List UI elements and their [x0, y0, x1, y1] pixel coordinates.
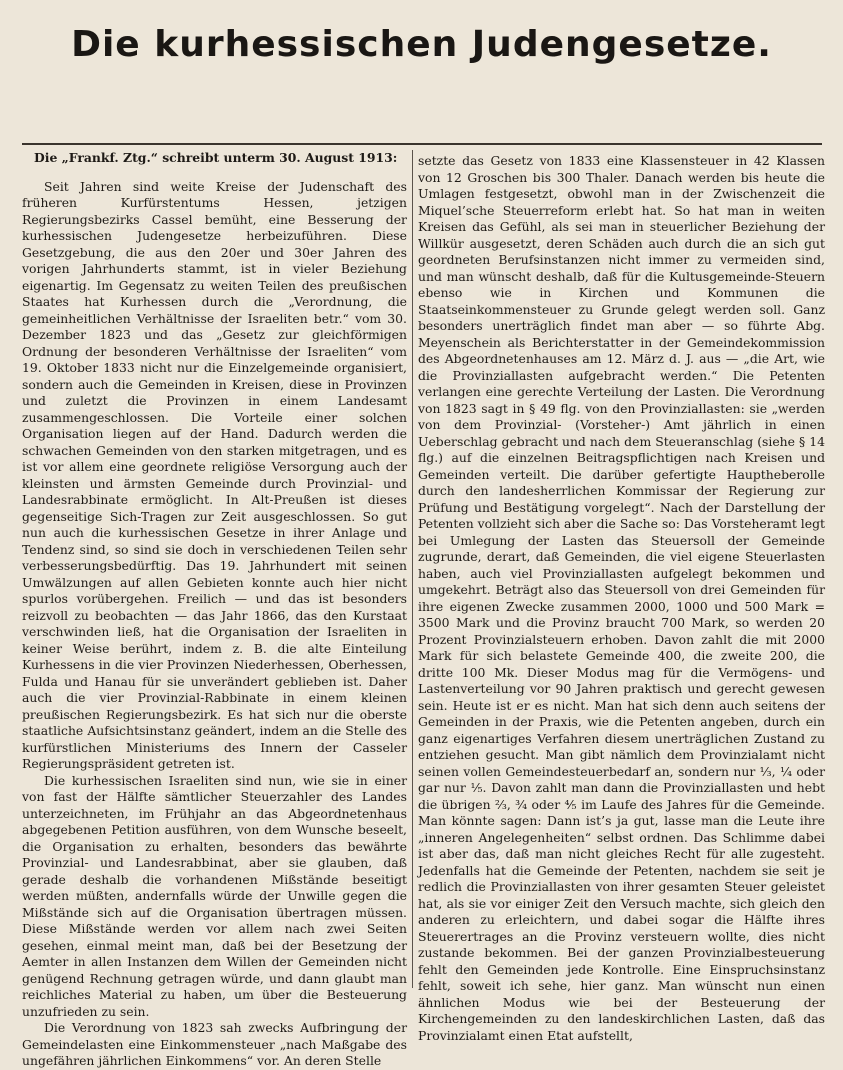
paragraph: Seit Jahren sind weite Kreise der Judenschaft des früheren Kurfürstentums Hessen, jetzigen Regierungsbezirks Cassel bemüht, eine Besserung der kurhessischen Judengesetze herbeizuführen. Diese Gesetzgebung, die aus den 20er und 30er Jahren des vorigen Jahrhunderts stammt, ist in vieler Beziehung eigenartig. Im Gegensatz zu weiten Teilen des preußischen Staates hat Kurhessen durch die „Verordnung, die gemeinheitlichen Verhältnisse der Israeliten betr.“ vom 30. Dezember 1823 und das „Gesetz zur gleichförmigen Ordnung der besonderen Verhältnisse der Israeliten“ vom 19. Oktober 1833 nicht nur die Einzelgemeinde organisiert, sondern auch die Gemeinden in Kreisen, diese in Provinzen und zuletzt die Provinzen in einem Landesamt zusammengeschlossen. Die Vorteile einer solchen Organisation liegen auf der Hand. Dadurch werden die schwachen Gemeinden von den starken mitgetragen, und es ist vor allem eine geordnete religiöse Versorgung auch der kleinsten und ärmsten Gemeinde durch Provinzial- und Landesrabbinate ermöglicht. In Alt-Preußen ist dieses gegenseitige Sich-Tragen zur Zeit ausgeschlossen. So gut nun auch die kurhessischen Gesetze in ihrer Anlage und Tendenz sind, so sind sie doch in verschiedenen Teilen sehr verbesserungsbedürftig. Das 19. Jahrhundert mit seinen Umwälzungen auf allen Gebieten konnte auch hier nicht spurlos vorübergehen. Freilich — und das ist besonders reizvoll zu beobachten — das Jahr 1866, das den Kurstaat verschwinden ließ, hat die Organisation der Israeliten in keiner Weise berührt, indem z. B. die alte Einteilung Kurhessens in die vier Provinzen Niederhessen, Oberhessen, Fulda und Hanau für sie unverändert geblieben ist. Daher auch die vier Provinzial-Rabbinate in einem kleinen preußischen Regierungsbezirk. Es hat sich nur die oberste staatliche Aufsichtsinstanz geändert, indem an die Stelle des kurfürstlichen Ministeriums des Innern der Casseler Regierungspräsident getreten ist.	[22, 178, 407, 771]
paragraph: Die kurhessischen Israeliten sind nun, wie sie in einer von fast der Hälfte sämtlicher Steuerzahler des Landes unterzeichneten, im Frühjahr an das Abgeordnetenhaus abgegebenen Petition ausführen, von dem Wunsche beseelt, die Organisation zu erhalten, besonders das bewährte Provinzial- und Landesrabbinat, aber sie glauben, daß gerade deshalb die vorhandenen Mißstände beseitigt werden müßten, andernfalls würde der Unwille gegen die Mißstände sich auf die Organisation übertragen müssen. Diese Mißstände werden vor allem nach zwei Seiten gesehen, einmal meint man, daß bei der Besetzung der Aemter in allen Instanzen dem Willen der Gemeinden nicht genügend Rechnung getragen würde, und dann glaubt man reichliches Material zu haben, um über die Besteuerung unzufrieden zu sein.	[22, 772, 407, 1019]
paragraph: Die Verordnung von 1823 sah zwecks Aufbringung der Gemeindelasten eine Einkommensteuer „nach Maßgabe des ungefähren jährlichen Einkommens“ vor. An deren Stelle	[22, 1020, 407, 1068]
title-rule	[22, 143, 822, 145]
left-column	[22, 150, 407, 1068]
right-column	[418, 153, 825, 1043]
column-divider	[412, 150, 413, 988]
article-intro-heading: Die „Frankf. Ztg.“ schreibt unterm 30. August 1913:	[34, 150, 398, 165]
article-title: Die kurhessischen Judengesetze.	[71, 24, 772, 65]
paragraph: setzte das Gesetz von 1833 eine Klassensteuer in 42 Klassen von 12 Groschen bis 300 Thaler. Danach werden bis heute die Umlagen festgesetzt, obwohl man in der Zwischenzeit die Miquel’sche Steuerreform erlebt hat. So hat man in weiten Kreisen das Gefühl, als sei man in steuerlicher Beziehung der Willkür ausgesetzt, deren Schäden auch durch die an sich gut geordneten Berufsinstanzen nicht immer zu vermeiden sind, und man wünscht deshalb, daß für die Kultusgemeinde-Steuern ebenso wie in Kirchen und Kommunen die Staatseinkommensteuer zu Grunde gelegt werden soll. Ganz besonders unerträglich findet man aber — so führte Abg. Meyenschein als Berichterstatter in der Gemeindekommission des Abgeordnetenhauses am 12. März d. J. aus — „die Art, wie die Provinziallasten aufgebracht werden.“ Die Petenten verlangen eine gerechte Verteilung der Lasten. Die Verordnung von 1823 sagt in § 49 flg. von den Provinziallasten: sie „werden von dem Provinzial- (Vorsteher-) Amt jährlich in einen Ueberschlag gebracht und nach dem Steueranschlag (siehe § 14 flg.) auf die einzelnen Beitragspflichtigen nach Kreisen und Gemeinden verteilt. Die darüber gefertigte Hauptheberolle durch den landesherrlichen Kommissar der Regierung zur Prüfung und Bestätigung vorgelegt“. Nach der Darstellung der Petenten vollzieht sich aber die Sache so: Das Vorsteheramt legt bei Umlegung der Lasten das Steuersoll der Gemeinde zugrunde, derart, daß Gemeinden, die viel eigene Steuerlasten haben, auch viel Provinziallasten aufgelegt bekommen und umgekehrt. Beträgt also das Steuersoll von drei Gemeinden für ihre eigenen Zwecke zusammen 2000, 1000 und 500 Mark = 3500 Mark und die Provinz braucht 700 Mark, so werden 20 Prozent Provinzialsteuern erhoben. Davon zahlt die mit 2000 Mark für sich belastete Gemeinde 400, die zweite 200, die dritte 100 Mk. Dieser Modus mag für die Vermögens- und Lastenverteilung vor 90 Jahren praktisch und gerecht gewesen sein. Heute ist er es nicht. Man hat sich denn auch seitens der Gemeinden in der Praxis, wie die Petenten angeben, durch ein ganz eigenartiges Verfahren diesem unerträglichen Zustand zu entziehen gesucht. Man gibt nämlich dem Provinzialamt nicht seinen vollen Gemeindesteuerbedarf an, sondern nur ⅓, ¼ oder gar nur ⅕. Davon zahlt man dann die Provinziallasten und hebt die übrigen ⅔, ¾ oder ⅘ im Laufe des Jahres für die Gemeinde. Man könnte sagen: Dann ist’s ja gut, lasse man die Leute ihre „inneren Angelegenheiten“ selbst ordnen. Das Schlimme dabei ist aber das, daß man nicht gleiches Recht für alle zugesteht. Jedenfalls hat die Gemeinde der Petenten, nachdem sie seit je redlich die Provinziallasten von ihrer gesamten Steuer geleistet hat, als sie vor einiger Zeit den Versuch machte, sich gleich den anderen zu erleichtern, und dabei sogar die Hälfte ihres Steuerertrages an die Provinz versteuern wollte, dies nicht zustande bekommen. Bei der ganzen Provinzialbesteuerung fehlt den Gemeinden jede Kontrolle. Eine Einspruchsinstanz fehlt, soweit ich sehe, hier ganz. Man wünscht nun einen ähnlichen Modus wie bei der Besteuerung der Kirchengemeinden zu den landeskirchlichen Lasten, daß das Provinzialamt einen Etat aufstellt,	[418, 153, 825, 1043]
